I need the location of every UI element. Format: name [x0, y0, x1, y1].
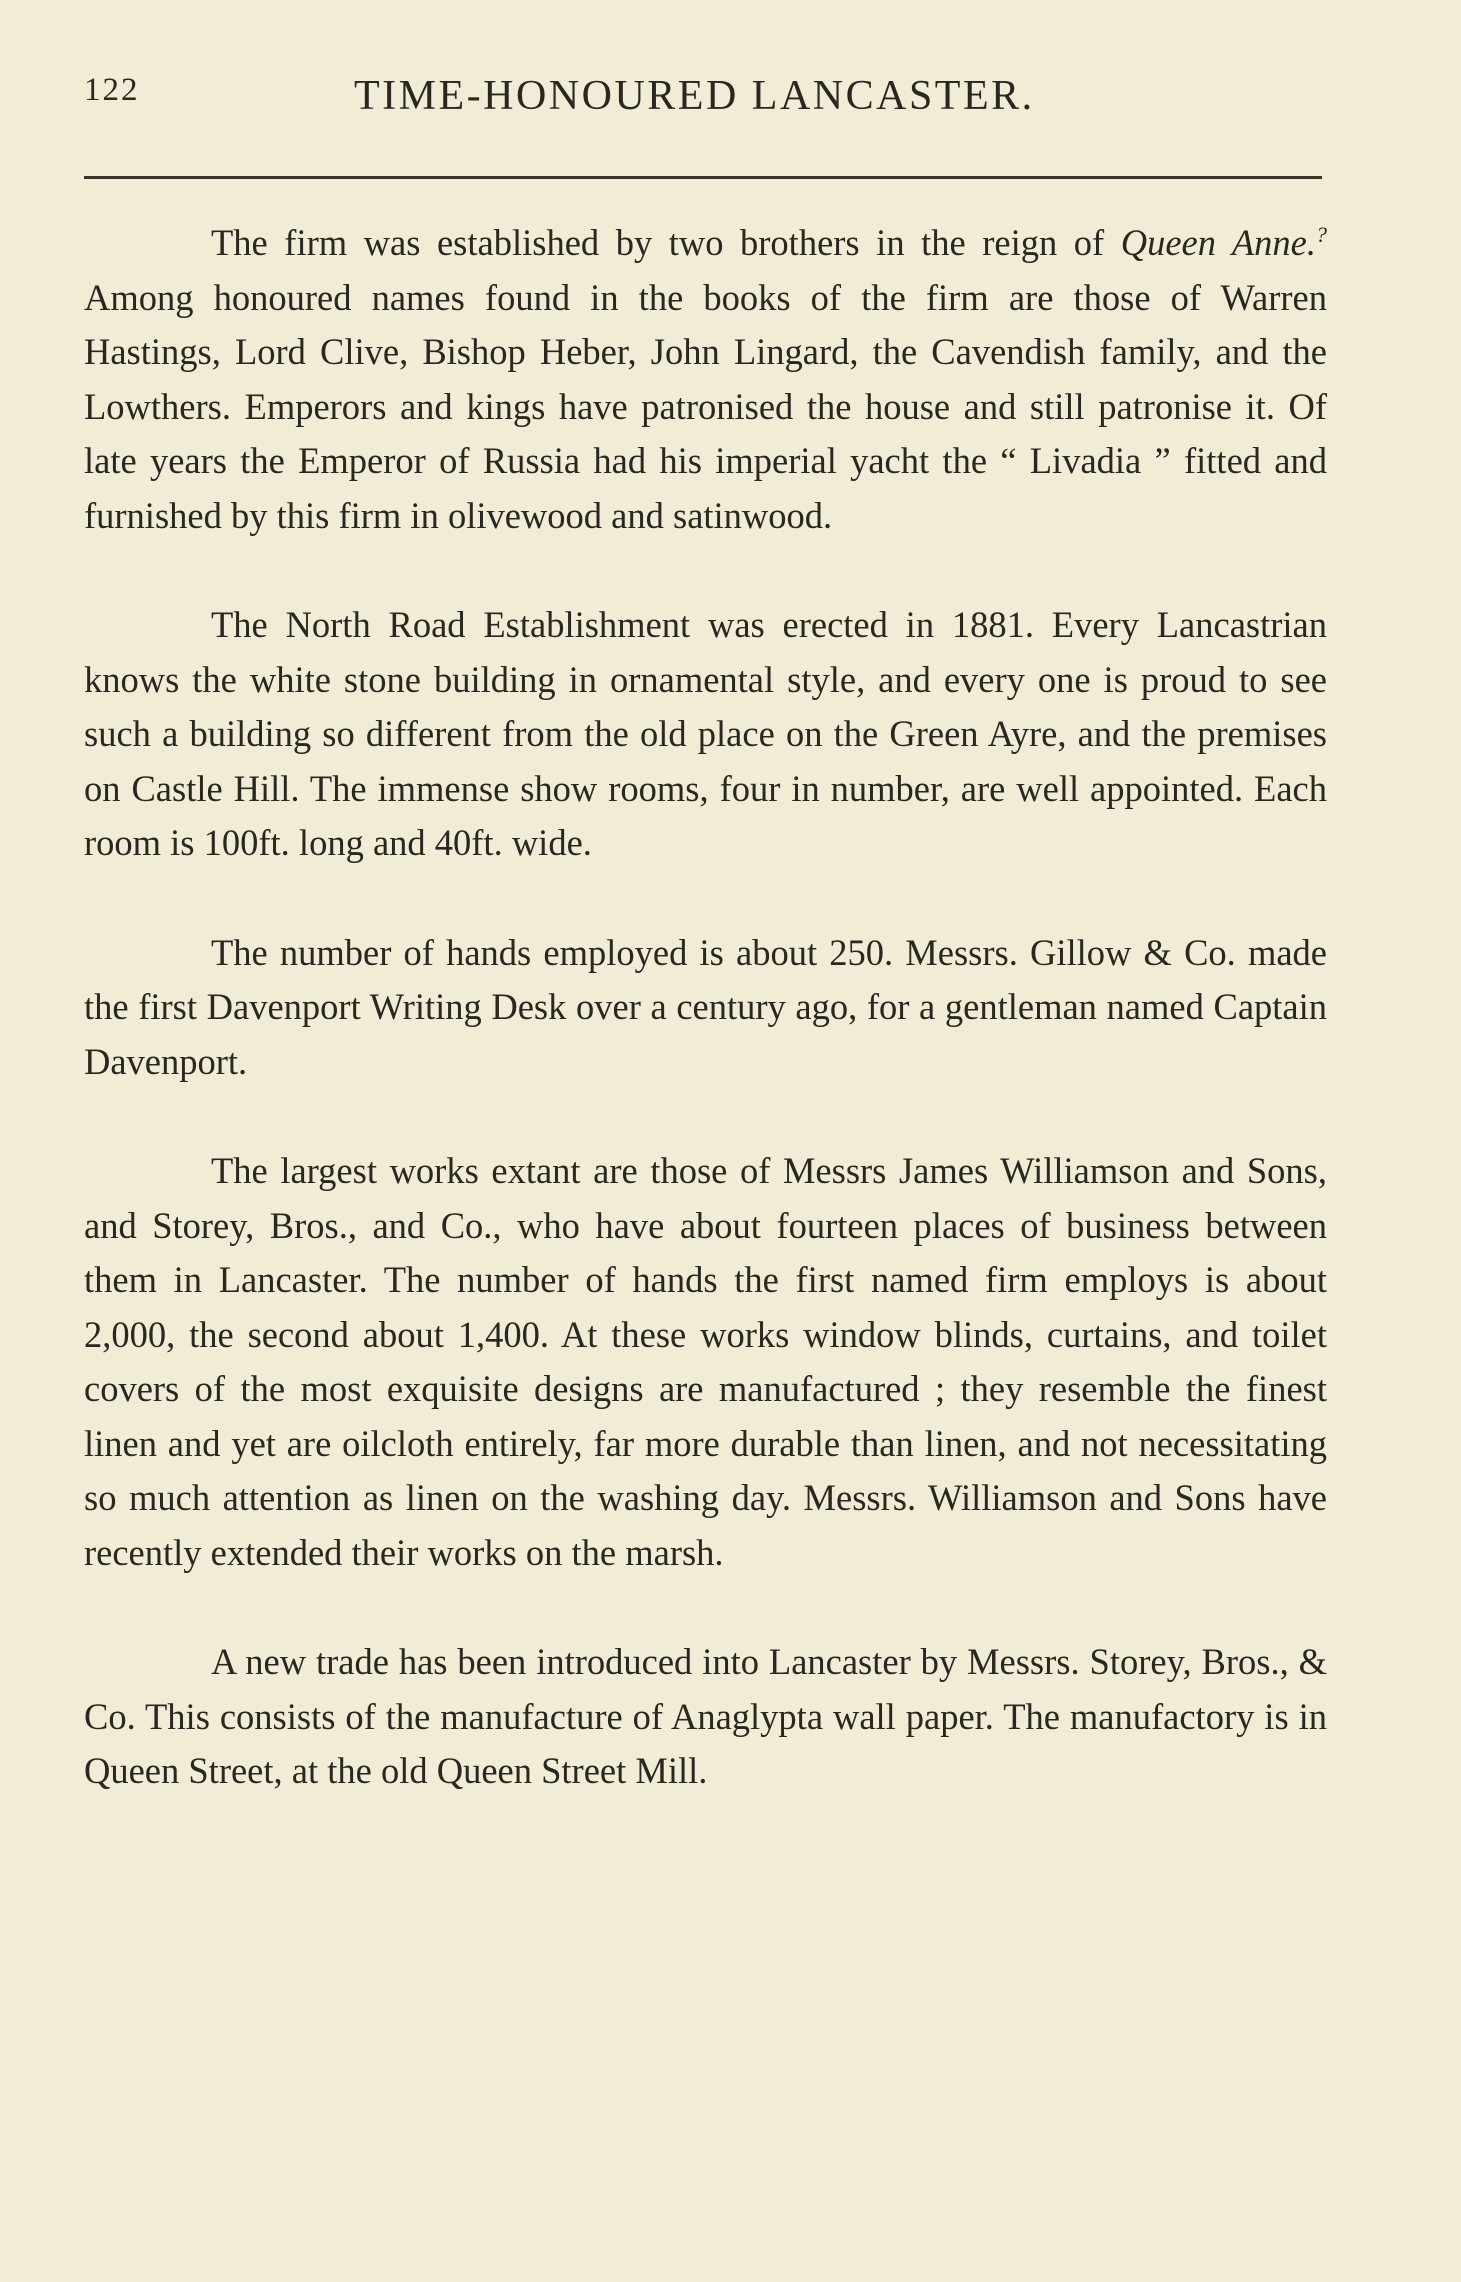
page-number: 122 [84, 72, 140, 108]
paragraph-hands-employed: The number of hands employed is about 250. Messrs. Gillow & Co. made the first Davenport Writing Desk over a century ago, for a gentleman named Captain Davenport. [84, 931, 1327, 1082]
body-text [84, 216, 1327, 1854]
paragraph-largest-works: The largest works extant are those of Messrs James Williamson and Sons, and Storey, Bros., and Co., who have about fourteen places of business between them in Lancaster. The number of hands the first named firm employs is about 2,000, the second about 1,400. At these works window blinds, curtains, and toilet covers of the most exquisite designs are manufactured ; they resemble the finest linen and yet are oilcloth entirely, far more durable than linen, and not necessitating so much attention as linen on the washing day. Messrs. Williamson and Sons have recently extended their works on the marsh. [84, 1150, 1327, 1573]
footnote-mark: ? [1315, 221, 1327, 247]
italic-queen-anne: Queen Anne. [1120, 222, 1316, 263]
paragraph-north-road: The North Road Establishment was erected in 1881. Every Lancastrian knows the white stone building in ornamental style, and every one is proud to see such a building so different from the old place on the Green Ayre, and the premises on Castle Hill. The immense show rooms, four in number, are well appointed. Each room is 100ft. long and 40ft. wide. [84, 604, 1327, 863]
header-rule [84, 176, 1322, 179]
paragraph-new-trade: A new trade has been introduced into Lancaster by Messrs. Storey, Bros., & Co. This consists of the manufacture of Anaglypta wall paper. The manufactory is in Queen Street, at the old Queen Street Mill. [84, 1641, 1327, 1791]
running-title: TIME-HONOURED LANCASTER. [354, 73, 1035, 119]
paragraph-text: The firm was established by two brothers in the reign of [211, 222, 1121, 263]
paragraph-text: Among honoured names found in the books of the firm are those of Warren Hastings, Lord Clive, Bishop Heber, John Lingard, the Cavendish family, and the Lowthers. Emperors and kings have patronised the house and still patronise it. Of late years the Emperor of Russia had his imperial yacht the “ Livadia ” fitted and furnished by this firm in olivewood and satinwood. [84, 276, 1327, 536]
page-header [84, 72, 1324, 132]
paragraph-firm-history [84, 216, 1327, 543]
